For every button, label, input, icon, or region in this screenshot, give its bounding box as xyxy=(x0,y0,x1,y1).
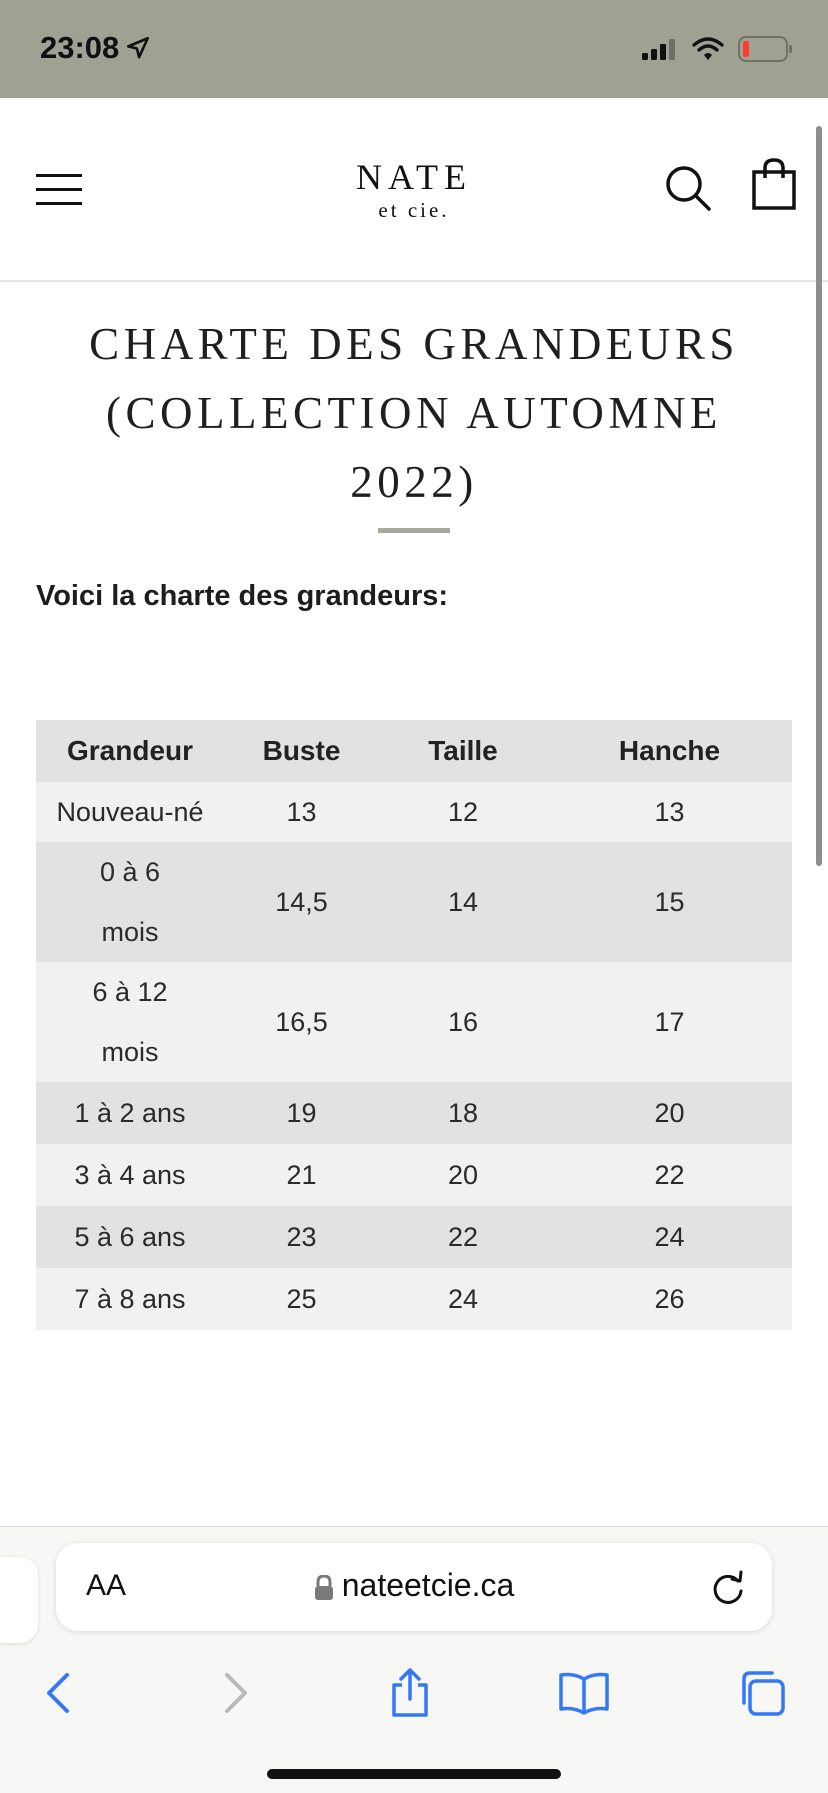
cell-size-text: 0 à 6 mois xyxy=(99,857,161,947)
home-indicator xyxy=(267,1769,561,1779)
search-icon xyxy=(664,164,712,212)
page-scrollbar[interactable] xyxy=(816,126,822,866)
wifi-icon xyxy=(692,37,724,61)
page-title: CHARTE DES GRANDEURS (COLLECTION AUTOMNE 2022) xyxy=(89,319,739,507)
cell-hip: 22 xyxy=(547,1144,792,1206)
share-icon xyxy=(388,1667,432,1719)
previous-tab-preview[interactable] xyxy=(0,1557,38,1643)
reload-button[interactable] xyxy=(710,1567,746,1607)
cell-bust: 21 xyxy=(224,1144,379,1206)
cell-hip: 20 xyxy=(547,1082,792,1144)
cell-bust: 13 xyxy=(224,782,379,842)
cell-size-text: Nouveau-né xyxy=(56,797,204,827)
back-icon xyxy=(43,1671,73,1715)
cell-size: 7 à 8 ans xyxy=(36,1268,224,1330)
logo-main: NATE xyxy=(356,157,472,197)
search-button[interactable] xyxy=(664,164,712,212)
cell-bust: 19 xyxy=(224,1082,379,1144)
cell-size: 1 à 2 ans xyxy=(36,1082,224,1144)
cell-hip: 13 xyxy=(547,782,792,842)
table-row xyxy=(36,782,792,842)
address-bar[interactable] xyxy=(56,1543,772,1631)
table-row xyxy=(36,1268,792,1330)
header-buste: Buste xyxy=(224,720,379,782)
table-row xyxy=(36,842,792,962)
intro-text: Voici la charte des grandeurs: xyxy=(36,580,449,612)
reload-icon xyxy=(710,1567,746,1607)
cell-size: 5 à 6 ans xyxy=(36,1206,224,1268)
status-time-text: 23:08 xyxy=(40,30,120,65)
header-hanche: Hanche xyxy=(547,720,792,782)
tabs-button[interactable] xyxy=(734,1665,790,1721)
back-button[interactable] xyxy=(30,1665,86,1721)
cell-bust: 14,5 xyxy=(224,842,379,962)
header-taille: Taille xyxy=(379,720,547,782)
cell-size xyxy=(36,842,224,962)
cell-bust: 23 xyxy=(224,1206,379,1268)
cell-waist: 14 xyxy=(379,842,547,962)
table-row xyxy=(36,1144,792,1206)
cell-hip: 26 xyxy=(547,1268,792,1330)
url-text: nateetcie.ca xyxy=(341,1567,515,1603)
table-row xyxy=(36,1082,792,1144)
header-grandeur: Grandeur xyxy=(36,720,224,782)
logo-sub: et cie. xyxy=(378,198,450,222)
cell-size xyxy=(36,782,224,842)
tabs-icon xyxy=(738,1669,786,1717)
cell-bust: 16,5 xyxy=(224,962,379,1082)
size-chart-table xyxy=(36,720,792,1330)
bookmarks-button[interactable] xyxy=(556,1665,612,1721)
cell-waist: 24 xyxy=(379,1268,547,1330)
lock-icon xyxy=(314,1575,334,1601)
cell-waist: 20 xyxy=(379,1144,547,1206)
table-row xyxy=(36,962,792,1082)
url-display[interactable] xyxy=(56,1567,772,1604)
cell-hip: 24 xyxy=(547,1206,792,1268)
cell-waist: 22 xyxy=(379,1206,547,1268)
cart-icon xyxy=(752,158,796,210)
site-header xyxy=(0,98,828,282)
status-time xyxy=(40,30,151,66)
cell-size: 3 à 4 ans xyxy=(36,1144,224,1206)
cell-waist: 16 xyxy=(379,962,547,1082)
status-bar xyxy=(0,0,828,98)
cell-waist: 18 xyxy=(379,1082,547,1144)
text-size-label: AA xyxy=(86,1569,127,1602)
forward-icon xyxy=(221,1671,251,1715)
browser-bottom-bar xyxy=(0,1526,828,1793)
cell-waist: 12 xyxy=(379,782,547,842)
battery-icon xyxy=(738,36,794,62)
cell-hip: 17 xyxy=(547,962,792,1082)
cell-size-text: 6 à 12 mois xyxy=(92,977,168,1067)
signal-icon xyxy=(642,38,678,60)
location-arrow-icon xyxy=(125,35,151,61)
table-header-row xyxy=(36,720,792,782)
cell-bust: 25 xyxy=(224,1268,379,1330)
cell-size xyxy=(36,962,224,1082)
cell-hip: 15 xyxy=(547,842,792,962)
forward-button[interactable] xyxy=(208,1665,264,1721)
table-row xyxy=(36,1206,792,1268)
share-button[interactable] xyxy=(382,1665,438,1721)
title-divider xyxy=(378,528,450,533)
browser-toolbar xyxy=(0,1649,828,1739)
bookmarks-icon xyxy=(558,1671,610,1715)
status-indicators xyxy=(642,36,794,62)
cart-button[interactable] xyxy=(752,158,796,210)
